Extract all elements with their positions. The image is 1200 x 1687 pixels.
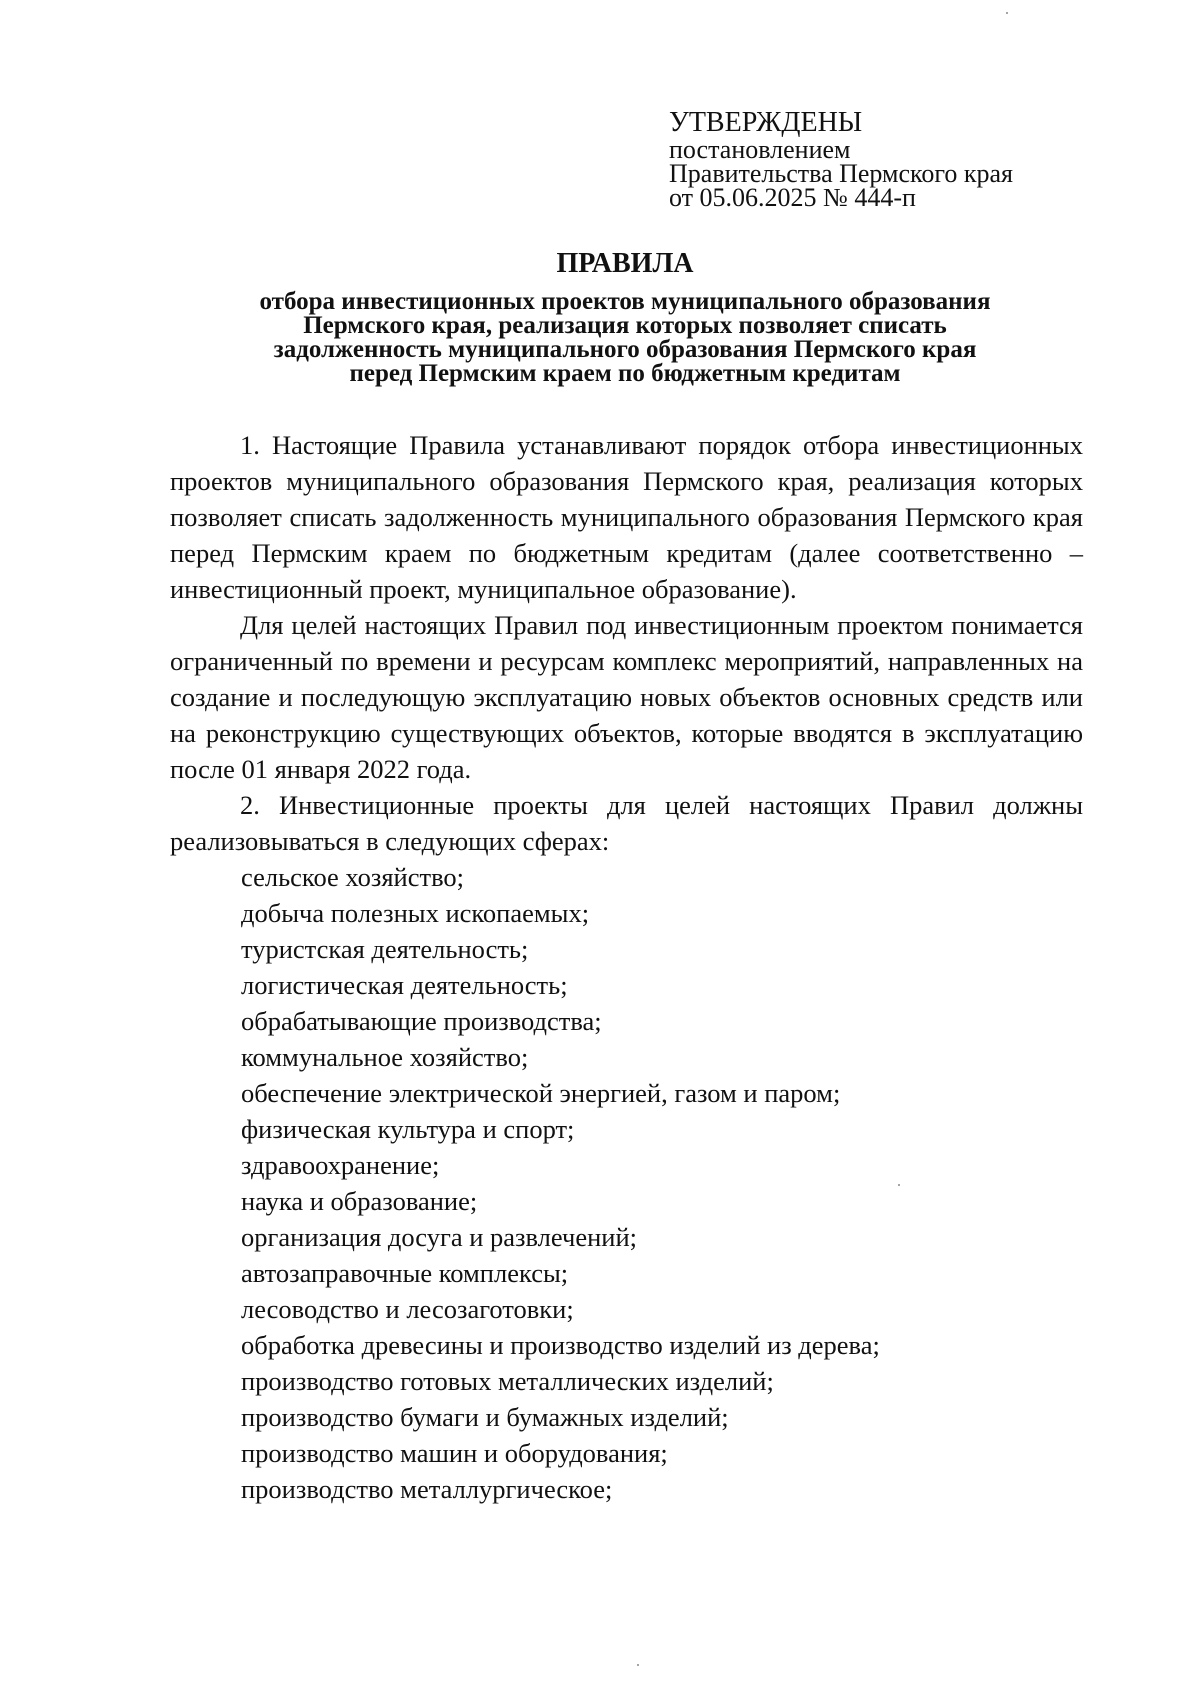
list-item: обеспечение электрической энергией, газом и паром; [241,1078,841,1108]
list-item: производство бумаги и бумажных изделий; [241,1402,729,1432]
list-item: организация досуга и развлечений; [241,1222,637,1252]
scan-speck [1006,12,1008,14]
approval-line-government: Правительства Пермского края [669,159,1013,188]
document-body [170,427,1083,1507]
list-item: сельское хозяйство; [241,862,465,892]
spheres-list [170,859,1083,1507]
list-item: лесоводство и лесозаготовки; [241,1294,574,1324]
approval-stamp [669,108,1109,210]
list-item: производство металлургическое; [241,1474,613,1504]
list-item: обрабатывающие производства; [241,1006,602,1036]
list-item: наука и образование; [241,1186,478,1216]
scan-speck [898,1184,900,1186]
subtitle-line: перед Пермским краем по бюджетным кредитам [349,360,901,387]
list-item: туристская деятельность; [241,934,529,964]
approval-line-date-number: от 05.06.2025 № 444-п [669,183,916,212]
approval-status: УТВЕРЖДЕНЫ [669,107,863,138]
subtitle-line: отбора инвестиционных проектов муниципального образования [259,288,991,315]
list-item: добыча полезных ископаемых; [241,898,590,928]
list-item: производство машин и оборудования; [241,1438,668,1468]
subtitle-line: задолженность муниципального образования Пермского края [273,336,977,363]
list-item: здравоохранение; [241,1150,440,1180]
document-title: ПРАВИЛА [556,248,694,279]
list-item: автозаправочные комплексы; [241,1258,569,1288]
scan-speck [637,1664,639,1666]
list-item: производство готовых металлических изделий; [241,1366,774,1396]
list-item: физическая культура и спорт; [241,1114,575,1144]
subtitle-line: Пермского края, реализация которых позволяет списать [303,312,947,339]
list-item: обработка древесины и производство изделий из дерева; [241,1330,880,1360]
paragraph-2: 2. Инвестиционные проекты для целей настоящих Правил должны реализовываться в следующих сферах: [170,790,1083,856]
list-item: коммунальное хозяйство; [241,1042,529,1072]
approval-line-resolution: постановлением [669,135,851,164]
list-item: логистическая деятельность; [241,970,568,1000]
paragraph-1: 1. Настоящие Правила устанавливают порядок отбора инвестиционных проектов муниципального образования Пермского края, реализация которых позволяет списать задолженность муниципального образования Пермского края перед Пермским краем по бюджетным кредитам (далее соответственно – инвестиционный проект, муниципальное образование). [170,430,1083,604]
document-subtitle [170,290,1080,386]
paragraph-definition: Для целей настоящих Правил под инвестиционным проектом понимается ограниченный по времени и ресурсам комплекс мероприятий, направленных на создание и последующую эксплуатацию новых объектов основных средств или на реконструкцию существующих объектов, которые вводятся в эксплуатацию после 01 января 2022 года. [170,610,1083,784]
